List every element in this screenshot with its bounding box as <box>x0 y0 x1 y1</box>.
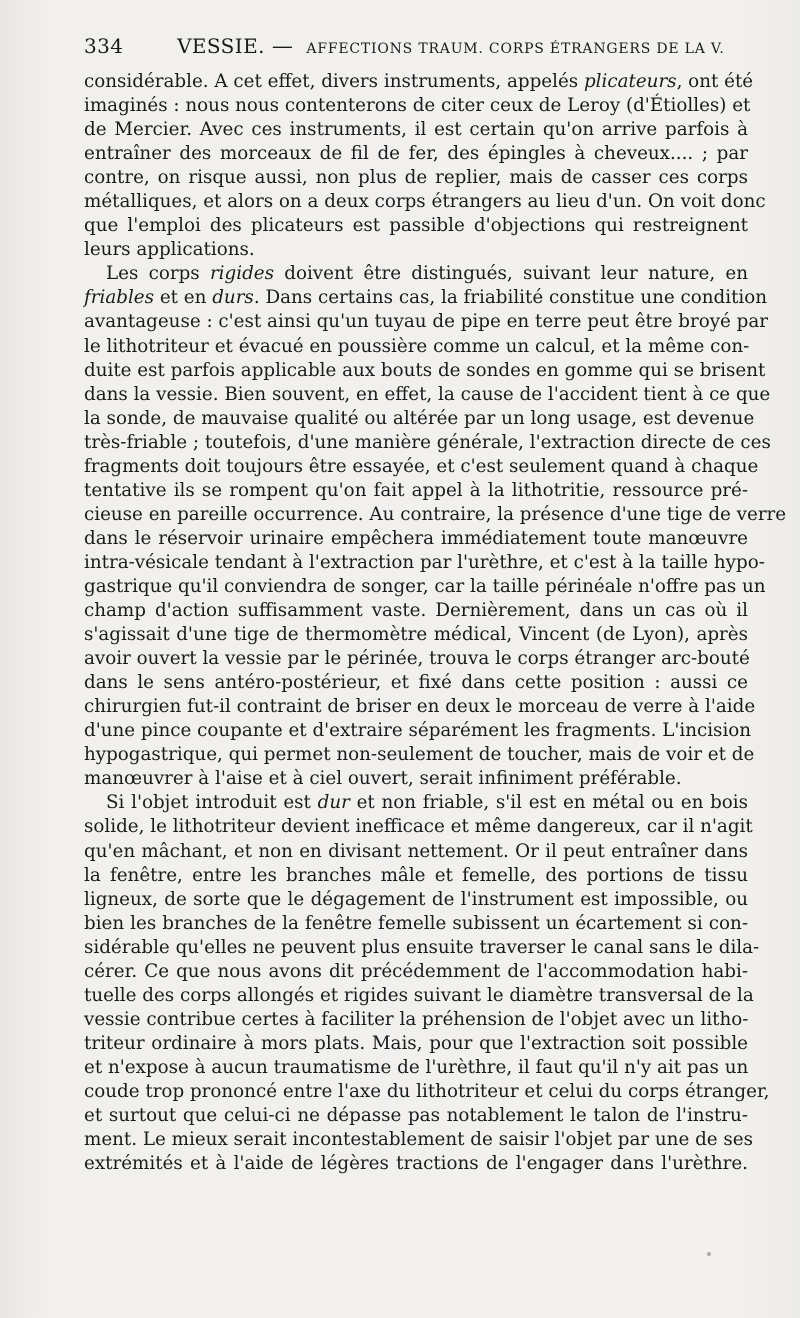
text-line: entraîner des morceaux de fil de fer, des épingles à cheveux.... ; par <box>84 143 748 165</box>
text-line: très-friable ; toutefois, d'une manière générale, l'extraction directe de ces <box>84 431 771 453</box>
text-line: champ d'action suffisamment vaste. Dernièrement, dans un cas où il <box>84 600 748 622</box>
text-line: qu'en mâchant, et non en divisant nettement. Or il peut entraîner dans <box>84 840 748 862</box>
text-line: Les corps rigides doivent être distingués, suivant leur nature, en <box>106 263 748 285</box>
text-line: ment. Le mieux serait incontestablement de saisir l'objet par une de ses <box>84 1129 753 1151</box>
text-line: leurs applications. <box>84 239 255 261</box>
text-line: solide, le lithotriteur devient inefficace et même dangereux, car il n'agit <box>84 816 753 838</box>
text-line: contre, on risque aussi, non plus de replier, mais de casser ces corps <box>84 167 748 189</box>
text-line: dans la vessie. Bien souvent, en effet, la cause de l'accident tient à ce que <box>84 383 771 405</box>
italic-term: dur <box>317 792 350 814</box>
text-line: manœuvrer à l'aise et à ciel ouvert, serait infiniment préférable. <box>84 768 682 790</box>
text-line: et surtout que celui-ci ne dépasse pas notablement le talon de l'instru- <box>84 1105 748 1127</box>
text-line: cieuse en pareille occurrence. Au contraire, la présence d'une tige de verre <box>84 503 787 525</box>
text-line: tentative ils se rompent qu'on fait appel à la lithotritie, ressource pré- <box>84 479 748 501</box>
text-line: ligneux, de sorte que le dégagement de l'instrument est impossible, ou <box>84 888 748 910</box>
text-line: le lithotriteur et évacué en poussière comme un calcul, et la même con- <box>84 335 750 357</box>
text-line: friables et en durs. Dans certains cas, la friabilité constitue une condition <box>84 287 768 309</box>
text-line: duite est parfois applicable aux bouts de sondes en gomme qui se brisent <box>84 359 766 381</box>
text-line: dans le sens antéro-postérieur, et fixé dans cette position : aussi ce <box>84 672 748 694</box>
page-number: 334 <box>84 34 124 58</box>
text-line: gastrique qu'il conviendra de songer, car la taille périnéale n'offre pas un <box>84 575 766 597</box>
text-line: sidérable qu'elles ne peuvent plus ensuite traverser le canal sans le dila- <box>84 936 760 958</box>
text-line: métalliques, et alors on a deux corps étrangers au lieu d'un. On voit donc <box>84 191 766 213</box>
text-line: hypogastrique, qui permet non-seulement de toucher, mais de voir et de <box>84 744 755 766</box>
text-line: fragments doit toujours être essayée, et c'est seulement quand à chaque <box>84 455 759 477</box>
text-line: extrémités et à l'aide de légères tractions de l'engager dans l'urèthre. <box>84 1153 748 1175</box>
text-line: considérable. A cet effet, divers instruments, appelés plicateurs, ont été <box>84 71 754 92</box>
text-line: chirurgien fut-il contraint de briser en deux le morceau de verre à l'aide <box>84 696 756 718</box>
running-subtitle: AFFECTIONS TRAUM. CORPS ÉTRANGERS DE LA V. <box>306 41 725 57</box>
text-line: avoir ouvert la vessie par le périnée, trouva le corps étranger arc-bouté <box>84 648 750 670</box>
paper-speck <box>707 1252 711 1256</box>
text-line: dans le réservoir urinaire empêchera immédiatement toute manœuvre <box>84 527 748 549</box>
text-line: d'une pince coupante et d'extraire séparément les fragments. L'incision <box>84 720 752 742</box>
text-line: s'agissait d'une tige de thermomètre médical, Vincent (de Lyon), après <box>84 624 748 646</box>
text-line: que l'emploi des plicateurs est passible d'objections qui restreignent <box>84 215 748 237</box>
text-line: triteur ordinaire à mors plats. Mais, pour que l'extraction soit possible <box>84 1032 748 1054</box>
running-head <box>84 34 724 64</box>
italic-term: plicateurs <box>583 71 677 92</box>
text-line: bien les branches de la fenêtre femelle subissent un écartement si con- <box>84 912 748 934</box>
text-line: cérer. Ce que nous avons dit précédemment de l'accommodation habi- <box>84 960 748 982</box>
text-line: imaginés : nous nous contenterons de citer ceux de Leroy (d'Étiolles) et <box>84 95 751 117</box>
italic-term: durs <box>212 287 254 309</box>
text-line: et n'expose à aucun traumatisme de l'urèthre, il faut qu'il n'y ait pas un <box>84 1056 749 1078</box>
header-dash: — <box>271 34 294 58</box>
text-line: la fenêtre, entre les branches mâle et femelle, des portions de tissu <box>84 864 748 886</box>
text-line: la sonde, de mauvaise qualité ou altérée par un long usage, est devenue <box>84 407 755 429</box>
section-title: VESSIE. <box>177 34 265 58</box>
text-line: vessie contribue certes à faciliter la préhension de l'objet avec un litho- <box>84 1008 749 1030</box>
italic-term: rigides <box>209 263 274 285</box>
body-text <box>84 70 787 1176</box>
text-line: intra-vésicale tendant à l'extraction par l'urèthre, et c'est à la taille hypo- <box>84 551 765 573</box>
text-line: avantageuse : c'est ainsi qu'un tuyau de pipe en terre peut être broyé par <box>84 311 769 333</box>
italic-term: friables <box>84 287 155 309</box>
text-line: coude trop prononcé entre l'axe du lithotriteur et celui du corps étranger, <box>84 1080 770 1102</box>
text-line: de Mercier. Avec ces instruments, il est certain qu'on arrive parfois à <box>84 119 748 141</box>
text-line: Si l'objet introduit est dur et non friable, s'il est en métal ou en bois <box>106 792 749 814</box>
text-line: tuelle des corps allongés et rigides suivant le diamètre transversal de la <box>84 984 754 1006</box>
